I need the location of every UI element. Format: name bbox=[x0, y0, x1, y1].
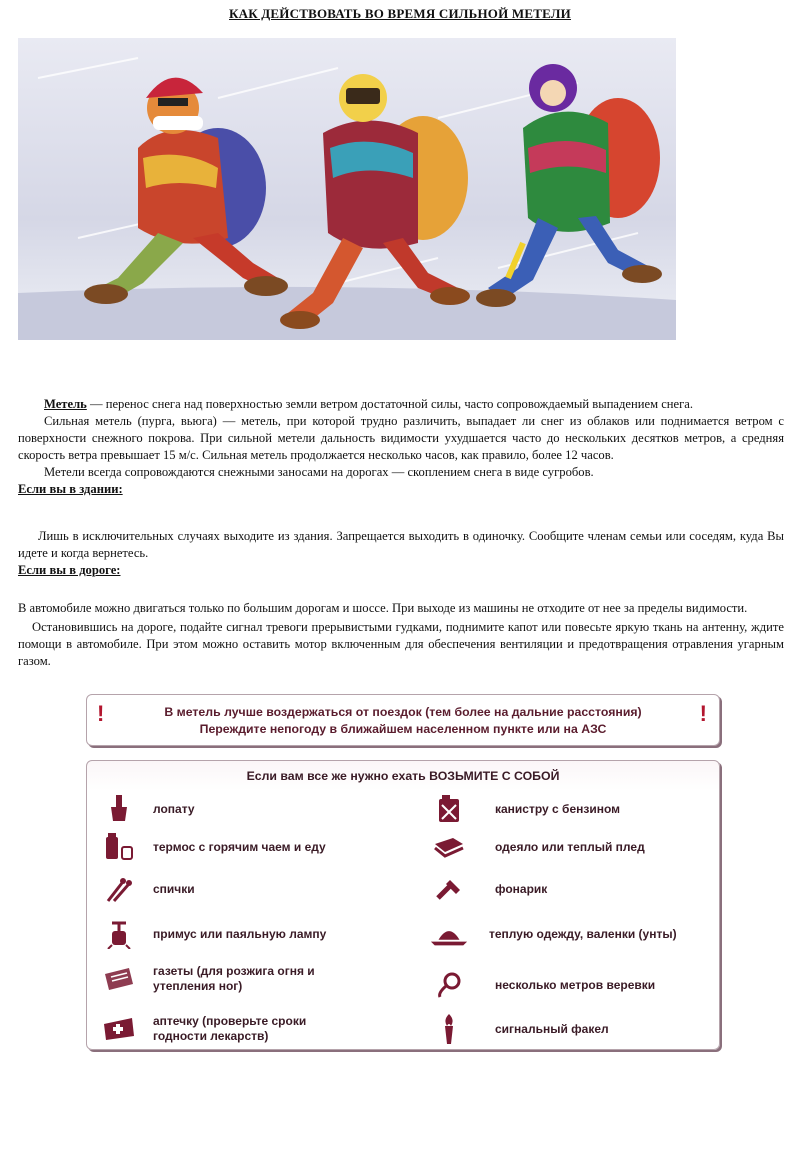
shovel-icon bbox=[99, 793, 139, 825]
list-item bbox=[429, 873, 547, 905]
road-heading: Если вы в дороге: bbox=[18, 563, 121, 577]
rope-icon bbox=[429, 969, 469, 1001]
thermos-icon bbox=[99, 831, 139, 863]
item-label: спички bbox=[153, 881, 195, 896]
item-label: лопату bbox=[153, 801, 195, 816]
take-with-you-title: Если вам все же нужно ехать ВОЗЬМИТЕ С СОБОЙ bbox=[246, 769, 560, 783]
list-item bbox=[99, 1013, 359, 1045]
warning-line-1: В метель лучше воздержаться от поездок (тем более на дальние расстояния) bbox=[164, 705, 642, 719]
item-label: примус или паяльную лампу bbox=[153, 926, 327, 941]
blizzard-hikers-illustration bbox=[18, 38, 676, 340]
list-item bbox=[429, 969, 655, 1001]
blizzard-definition bbox=[18, 396, 784, 413]
newspaper-icon bbox=[99, 963, 139, 995]
page-title: КАК ДЕЙСТВОВАТЬ ВО ВРЕМЯ СИЛЬНОЙ МЕТЕЛИ bbox=[229, 6, 571, 21]
list-item bbox=[429, 793, 620, 825]
term-blizzard: Метель bbox=[44, 397, 87, 411]
item-label: сигнальный факел bbox=[495, 1021, 609, 1036]
signal-torch-icon bbox=[429, 1013, 469, 1045]
list-item bbox=[429, 831, 645, 863]
warning-box bbox=[86, 694, 720, 746]
take-with-you-box bbox=[86, 760, 720, 1050]
list-item bbox=[99, 793, 195, 825]
list-item bbox=[429, 918, 677, 950]
intro-section bbox=[18, 396, 784, 498]
blanket-icon bbox=[429, 831, 469, 863]
building-heading: Если вы в здании: bbox=[18, 482, 123, 496]
item-label: канистру с бензином bbox=[495, 801, 621, 816]
snow-drifts-paragraph: Метели всегда сопровождаются снежными заносами на дорогах — скоплением снега в виде сугробов. bbox=[44, 465, 594, 479]
road-paragraph-1: В автомобиле можно двигаться только по большим дорогам и шоссе. При выходе из машины не отходите от нее за пределы видимости. bbox=[18, 601, 748, 615]
item-label: аптечку (проверьте сроки годности лекарств) bbox=[153, 1014, 307, 1043]
list-item bbox=[99, 831, 326, 863]
list-item bbox=[99, 918, 326, 950]
item-label: теплую одежду, валенки (унты) bbox=[489, 926, 677, 941]
building-section bbox=[18, 528, 784, 579]
item-label: газеты (для розжига огня и утепления ног) bbox=[153, 964, 315, 993]
first-aid-kit-icon bbox=[99, 1013, 139, 1045]
road-section bbox=[18, 600, 784, 670]
item-label: несколько метров веревки bbox=[495, 977, 656, 992]
list-item bbox=[99, 963, 359, 995]
building-text: Лишь в исключительных случаях выходите из здания. Запрещается выходить в одиночку. Сообщите членам семьи или соседям, куда Вы идете и когда вернетесь. bbox=[18, 529, 784, 560]
item-label: термос с горячим чаем и еду bbox=[153, 839, 326, 854]
warm-hat-icon bbox=[429, 918, 469, 950]
fuel-canister-icon bbox=[429, 793, 469, 825]
matches-icon bbox=[99, 873, 139, 905]
exclamation-icon: ! bbox=[97, 701, 105, 726]
list-item bbox=[99, 873, 195, 905]
primus-stove-icon bbox=[99, 918, 139, 950]
list-item bbox=[429, 1013, 609, 1045]
item-label: одеяло или теплый плед bbox=[495, 839, 645, 854]
warning-line-2: Переждите непогоду в ближайшем населенном пункте или на АЗС bbox=[199, 722, 607, 736]
definition-text: — перенос снега над поверхностью земли ветром достаточной силы, часто сопровождаемый выпадением снега. bbox=[86, 397, 694, 411]
road-paragraph-2: Остановившись на дороге, подайте сигнал тревоги прерывистыми гудками, поднимите капот или повесьте яркую ткань на антенну, ждите помощи в автомобиле. При этом можно оставить мотор включенным для обеспечения вентиляции и предотвращения отравления угарным газом. bbox=[18, 620, 784, 668]
item-label: фонарик bbox=[495, 881, 548, 896]
exclamation-icon: ! bbox=[699, 701, 707, 726]
flashlight-icon bbox=[429, 873, 469, 905]
strong-blizzard-paragraph: Сильная метель (пурга, вьюга) — метель, при которой трудно различить, выпадает ли снег из облаков или поднимается ветром с поверхности снежного покрова. При сильной метели дальность видимости ухудшается часто до нескольких десятков метров, а средняя скорость ветра превышает 15 м/с. Сильная метель продолжается несколько часов, как правило, более 12 часов. bbox=[18, 414, 784, 462]
